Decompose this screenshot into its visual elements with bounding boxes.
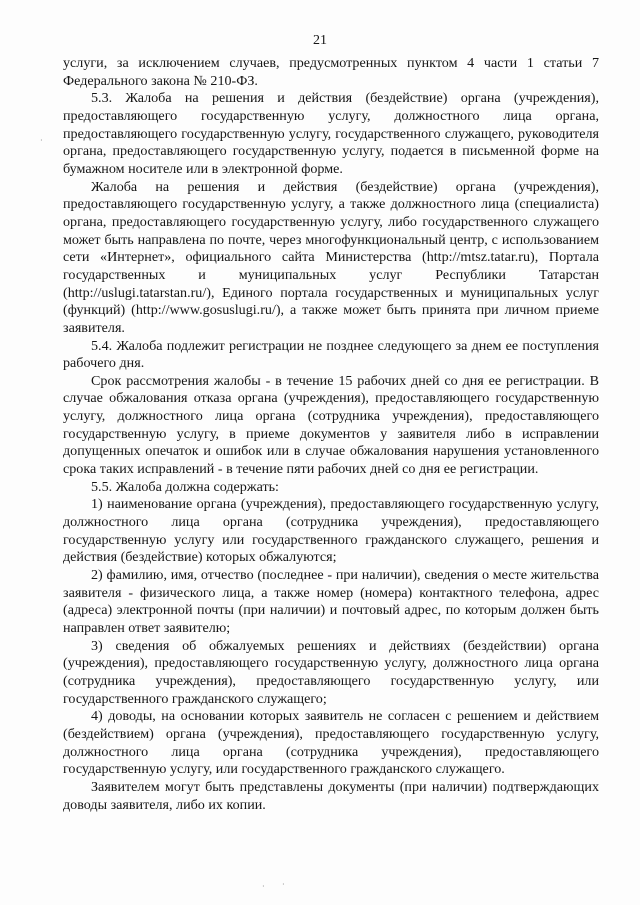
paragraph-continuation: услуги, за исключением случаев, предусмотренных пунктом 4 части 1 статьи 7 Федерального закона № 210-ФЗ. [63,55,599,89]
list-item-4: 4) доводы, на основании которых заявитель не согласен с решением и действием (бездействием) органа (учреждения), предоставляющего государственную услугу, должностного лица органа (сотрудника учреждения), предоставляющего государственную услугу, или государственного гражданского служащего. [63,708,599,778]
paragraph-review-term: Срок рассмотрения жалобы - в течение 15 рабочих дней со дня ее регистрации. В случае обжалования отказа органа (учреждения), предоставляющего государственную услугу, должностного лица органа (сотрудника учреждения), предоставляющего государственную услугу, в приеме документов у заявителя либо в исправлении допущенных опечаток и ошибок или в случае обжалования нарушения установленного срока таких исправлений - в течение пяти рабочих дней со дня ее регистрации. [63,372,599,478]
paragraph-5-3: 5.3. Жалоба на решения и действия (бездействие) органа (учреждения), предоставляющего государственную услугу, должностного лица органа, предоставляющего государственную услугу, государственного служащего, руководителя органа, предоставляющего государственную услугу, подается в письменной форме на бумажном носителе или в электронной форме. [63,90,599,177]
page-number: 21 [313,33,327,48]
paragraph-complaint-channels: Жалоба на решения и действия (бездействие) органа (учреждения), предоставляющего государственную услугу, а также должностного лица (специалиста) органа, предоставляющего государственную услугу, либо государственного служащего может быть направлена по почте, через многофункциональный центр, с использованием сети «Интернет», официального сайта Министерства (http://mtsz.tatar.ru), Портала государственных и муниципальных услуг Республики Татарстан (http://uslugi.tatarstan.ru/), Единого портала государственных и муниципальных услуг (функций) (http://www.gosuslugi.ru/), а также может быть принята при личном приеме заявителя. [63,178,599,336]
list-item-1: 1) наименование органа (учреждения), предоставляющего государственную услугу, должностного лица органа (сотрудника учреждения), предоставляющего государственную услугу или государственного гражданского служащего, решения и действия (бездействие) которых обжалуются; [63,496,599,566]
paragraph-5-5: 5.5. Жалоба должна содержать: [91,478,279,495]
list-item-3: 3) сведения об обжалуемых решениях и действиях (бездействии) органа (учреждения), предоставляющего государственную услугу, должностного лица органа (сотрудника учреждения), предоставляющего государственную услугу, или государственного гражданского служащего; [63,637,599,707]
paragraph-supporting-documents: Заявителем могут быть представлены документы (при наличии) подтверждающих доводы заявителя, либо их копии. [63,778,599,813]
list-item-2: 2) фамилию, имя, отчество (последнее - при наличии), сведения о месте жительства заявителя - физического лица, а также номер (номера) контактного телефона, адрес (адреса) электронной почты (при наличии) и почтовый адрес, по которым должен быть направлен ответ заявителю; [63,567,599,636]
scan-speck: · [262,882,265,891]
scan-speck: · [282,880,285,889]
paragraph-5-4: 5.4. Жалоба подлежит регистрации не позднее следующего за днем ее поступления рабочего дня. [63,337,599,372]
scan-speck: · [40,136,43,145]
document-body [63,55,599,814]
